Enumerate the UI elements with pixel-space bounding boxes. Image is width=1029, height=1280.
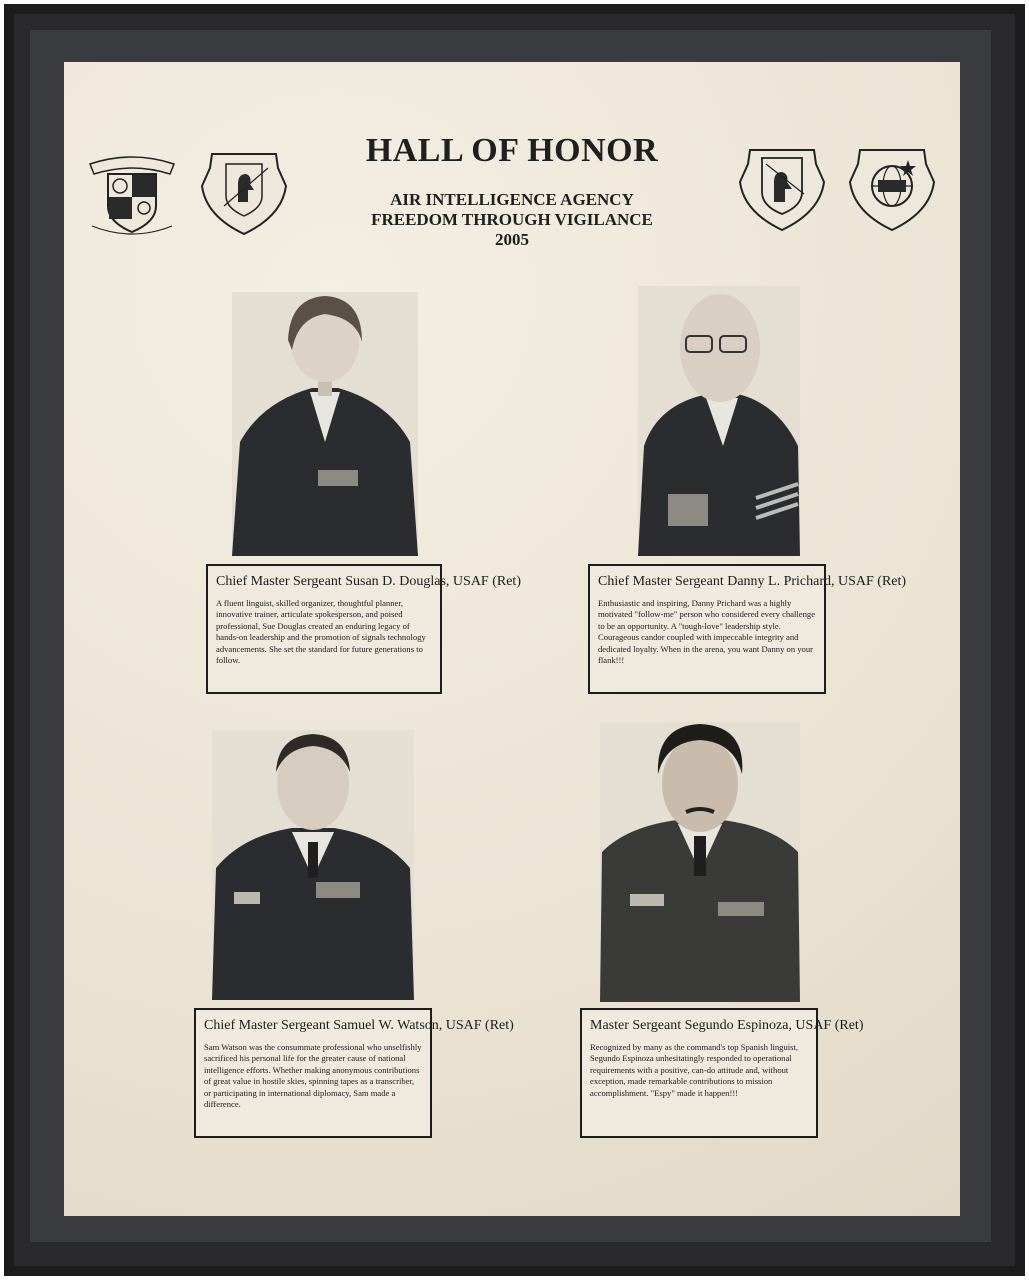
honoree-bio: Enthusiastic and inspiring, Danny Prichard was a highly motivated "follow-me" person who considered every challenge to be an opportunity. A "tough-love" leadership style. Courageous candor coupled with impeccable integrity and dedicated loyalty. When in the arena, you want Danny on your flank!!! [598, 598, 816, 666]
honoree-bio: Recognized by many as the command's top Spanish linguist, Segundo Espinoza unhesitatingly responded to operational requirements with a positive, can-do attitude and, without exception, made remarkable contributions to mission accomplishment. "Espy" made it happen!!! [590, 1042, 799, 1098]
electronic-security-command-emblem [198, 146, 290, 238]
honoree-bio: Sam Watson was the consummate professional who unselfishly sacrificed his personal life for the greater cause of national intelligence efforts. Whether making anonymous contributions of great value in hostile skies, spinning tapes as a transcriber, or participating in international diplomacy, Sam made a difference. [204, 1042, 422, 1110]
honoree-name: Chief Master Sergeant Danny L. Prichard, USAF (Ret) [598, 574, 907, 589]
plaque-year: 2005 [495, 230, 529, 249]
agency-motto: FREEDOM THROUGH VIGILANCE [371, 210, 653, 229]
caption-danny-prichard [588, 564, 907, 694]
air-intelligence-agency-emblem [846, 142, 938, 234]
honoree-bio: A fluent linguist, skilled organizer, thoughtful planner, innovative trainer, articulate spokesperson, and poised professional, Sue Douglas created an enduring legacy of hands-on leadership and the promotion of signals technology advancements. She set the standard for future generations to follow. [216, 598, 426, 666]
air-force-intelligence-command-emblem [736, 142, 828, 234]
portrait-samuel-watson [212, 730, 414, 1000]
plaque-title: HALL OF HONOR [365, 132, 659, 169]
honoree-name: Master Sergeant Segundo Espinoza, USAF (Ret) [590, 1018, 864, 1033]
caption-segundo-espinoza [580, 1008, 864, 1138]
usaf-security-service-emblem [86, 148, 178, 240]
caption-susan-douglas [206, 564, 521, 694]
agency-name: AIR INTELLIGENCE AGENCY [390, 190, 634, 209]
honoree-name: Chief Master Sergeant Susan D. Douglas, USAF (Ret) [216, 574, 521, 589]
portrait-danny-prichard [638, 286, 800, 556]
caption-samuel-watson [194, 1008, 514, 1138]
honoree-name: Chief Master Sergeant Samuel W. Watson, USAF (Ret) [204, 1018, 514, 1033]
portrait-susan-douglas [232, 292, 418, 556]
plaque [64, 62, 960, 1216]
portrait-segundo-espinoza [600, 722, 800, 1002]
